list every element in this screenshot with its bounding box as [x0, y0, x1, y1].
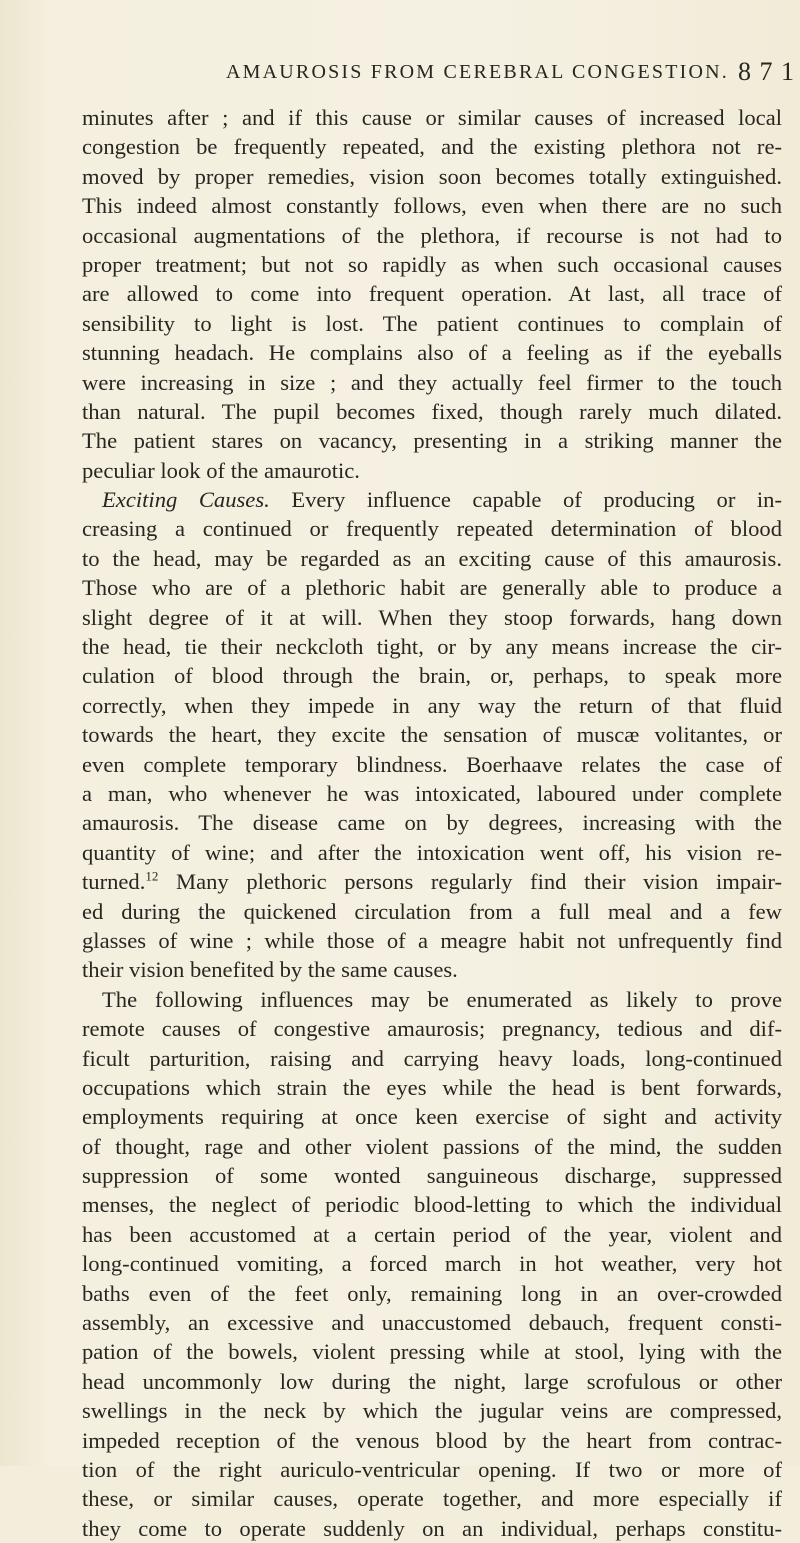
text-run: turned.	[82, 869, 146, 895]
text-run: Many plethoric persons regularly find their vision impair-	[158, 869, 782, 895]
text-line: pation of the bowels, violent pressing while at stool, lying with the	[82, 1339, 782, 1365]
text-line: sensibility to light is lost. The patient continues to complain of	[82, 310, 782, 336]
text-line: to the head, may be regarded as an exciting cause of this amaurosis.	[82, 545, 782, 571]
text-line: their vision benefited by the same causes.	[82, 957, 458, 983]
text-line: moved by proper remedies, vision soon becomes totally extinguished.	[82, 163, 782, 189]
text-line-with-footnote	[82, 867, 782, 896]
text-line: suppression of some wonted sanguineous discharge, suppressed	[82, 1163, 782, 1189]
text-line: even complete temporary blindness. Boerhaave relates the case of	[82, 751, 782, 777]
text-run: Every influence capable of producing or in-	[269, 487, 782, 513]
text-line: proper treatment; but not so rapidly as when such occasional causes	[82, 251, 782, 277]
text-line: congestion be frequently repeated, and the existing plethora not re-	[82, 134, 782, 160]
page-number: 8 7 1	[738, 57, 795, 86]
paragraph-exciting-causes	[82, 485, 782, 514]
text-line: remote causes of congestive amaurosis; pregnancy, tedious and dif-	[82, 1016, 782, 1042]
text-line: these, or similar causes, operate together, and more especially if	[82, 1486, 782, 1512]
text-line: The following influences may be enumerated as likely to prove	[102, 986, 782, 1012]
text-line: towards the heart, they excite the sensation of muscæ volitantes, or	[82, 722, 782, 748]
text-line: long-continued vomiting, a forced march in hot weather, very hot	[82, 1251, 782, 1277]
text-line: baths even of the feet only, remaining long in an over-crowded	[82, 1280, 782, 1306]
text-line: than natural. The pupil becomes fixed, though rarely much dilated.	[82, 398, 782, 424]
text-line: occasional augmentations of the plethora, if recourse is not had to	[82, 222, 782, 248]
text-line: slight degree of it at will. When they stoop forwards, hang down	[82, 604, 782, 630]
text-line: ed during the quickened circulation from a full meal and a few	[82, 898, 782, 924]
text-line: ficult parturition, raising and carrying heavy loads, long-continued	[82, 1045, 782, 1071]
text-line: Those who are of a plethoric habit are generally able to produce a	[82, 575, 782, 601]
text-line: amaurosis. The disease came on by degrees, increasing with the	[82, 810, 782, 836]
text-line: culation of blood through the brain, or, perhaps, to speak more	[82, 663, 782, 689]
text-line: minutes after ; and if this cause or similar causes of increased local	[82, 105, 782, 130]
text-line: occupations which strain the eyes while the head is bent forwards,	[82, 1074, 782, 1100]
text-line: the head, tie their neckcloth tight, or by any means increase the cir-	[82, 634, 782, 660]
text-line: stunning headach. He complains also of a feeling as if the eyeballs	[82, 340, 782, 366]
section-heading-italic: Exciting Causes.	[102, 487, 270, 513]
text-line: correctly, when they impede in any way the return of that fluid	[82, 692, 782, 718]
text-line: swellings in the neck by which the jugular veins are compressed,	[82, 1398, 782, 1424]
text-line: were increasing in size ; and they actually feel firmer to the touch	[82, 369, 782, 395]
text-line: are allowed to come into frequent operation. At last, all trace of	[82, 281, 782, 307]
text-line: impeded reception of the venous blood by the heart from contrac-	[82, 1427, 782, 1453]
text-line: employments requiring at once keen exercise of sight and activity	[82, 1104, 782, 1130]
text-line: of thought, rage and other violent passions of the mind, the sudden	[82, 1133, 782, 1159]
text-line: they come to operate suddenly on an individual, perhaps constitu-	[82, 1515, 782, 1541]
running-head	[0, 56, 800, 88]
text-line: The patient stares on vacancy, presenting in a striking manner the	[82, 428, 782, 454]
footnote-marker: 12	[145, 868, 159, 884]
running-title: AMAUROSIS FROM CEREBRAL CONGESTION.	[226, 61, 729, 83]
text-line: menses, the neglect of periodic blood-letting to which the individual	[82, 1192, 782, 1218]
body-text	[82, 103, 782, 1543]
text-line: has been accustomed at a certain period of the year, violent and	[82, 1221, 782, 1247]
text-line: assembly, an excessive and unaccustomed debauch, frequent consti-	[82, 1310, 782, 1336]
text-line: creasing a continued or frequently repeated determination of blood	[82, 516, 782, 542]
text-line: peculiar look of the amaurotic.	[82, 457, 360, 483]
text-line: This indeed almost constantly follows, even when there are no such	[82, 193, 782, 219]
text-line: a man, who whenever he was intoxicated, laboured under complete	[82, 780, 782, 806]
text-line: tion of the right auriculo-ventricular opening. If two or more of	[82, 1456, 782, 1482]
text-line: glasses of wine ; while those of a meagre habit not unfrequently find	[82, 927, 782, 953]
text-line: head uncommonly low during the night, large scrofulous or other	[82, 1368, 782, 1394]
text-line: quantity of wine; and after the intoxication went off, his vision re-	[82, 839, 782, 865]
